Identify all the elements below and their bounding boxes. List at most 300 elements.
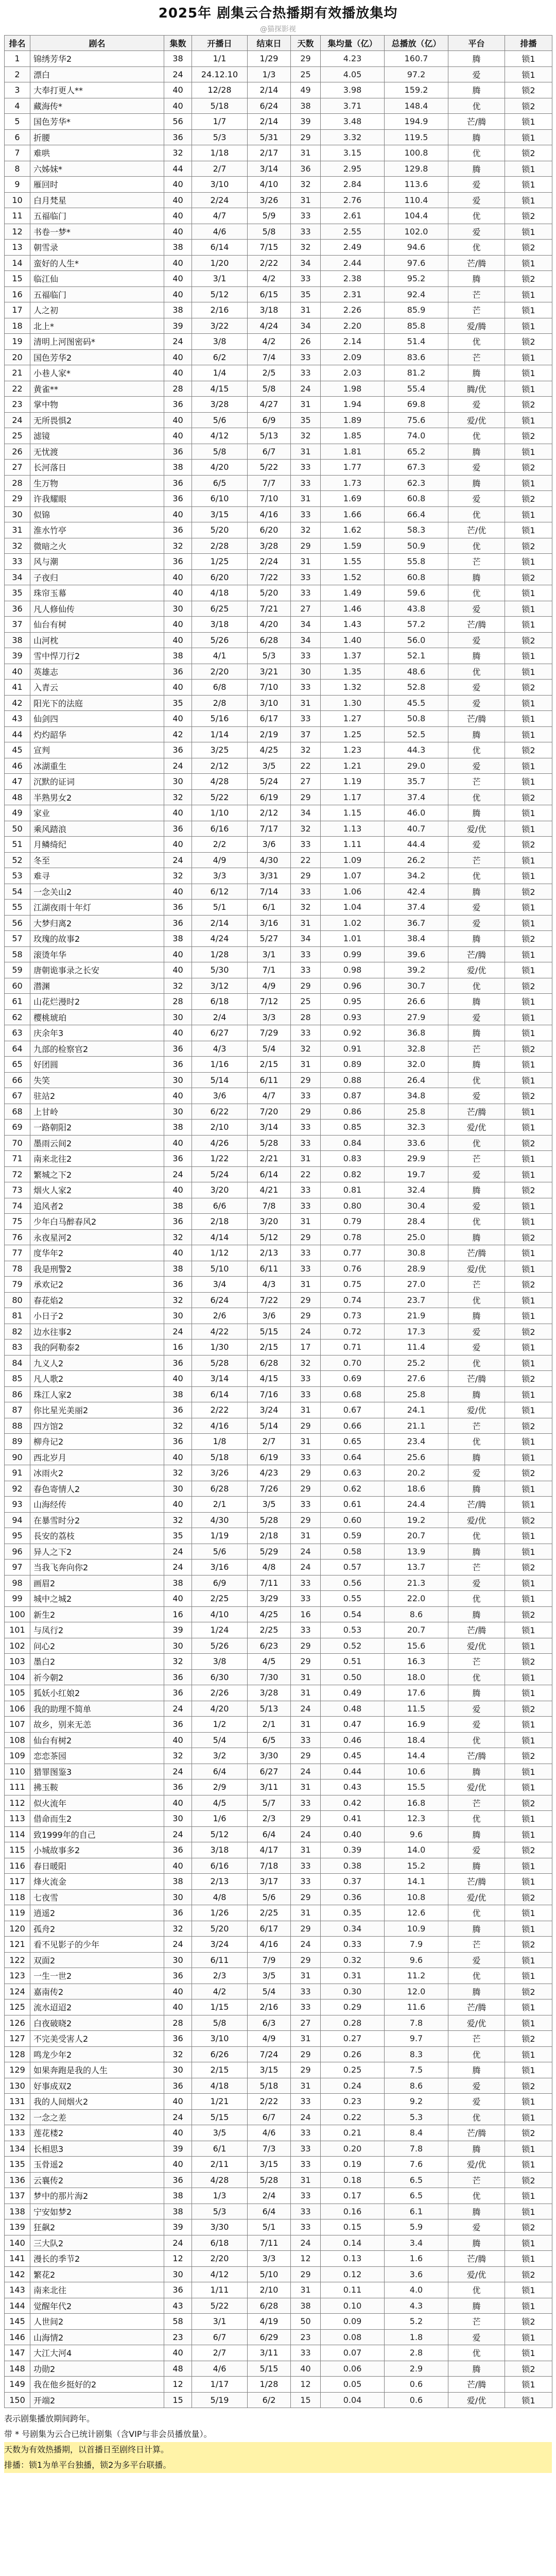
cell-schedule: 锁1: [505, 522, 552, 538]
cell-platform: 腾: [448, 1984, 505, 1999]
cell-total-views: 11.5: [385, 1701, 448, 1717]
cell-schedule: 锁1: [505, 695, 552, 711]
cell-episodes: 32: [164, 1229, 192, 1245]
cell-total-views: 27.6: [385, 1371, 448, 1387]
cell-total-views: 16.8: [385, 1795, 448, 1811]
cell-days: 33: [291, 1261, 321, 1277]
cell-title: 掌中物: [30, 397, 164, 413]
header-episodes: 集数: [164, 36, 192, 51]
cell-rank: 90: [5, 1449, 30, 1465]
cell-platform: 优: [448, 1355, 505, 1371]
cell-total-views: 7.8: [385, 2141, 448, 2157]
cell-end-date: 6/28: [248, 1355, 291, 1371]
cell-schedule: 锁1: [505, 506, 552, 522]
table-row: [5, 946, 552, 962]
cell-start-date: 6/14: [192, 1386, 248, 1402]
cell-total-views: 81.2: [385, 365, 448, 381]
cell-title: 少年白马醉春风2: [30, 1214, 164, 1230]
cell-schedule: 锁1: [505, 66, 552, 82]
cell-platform: 芒: [448, 1041, 505, 1057]
cell-episodes: 24: [164, 2109, 192, 2125]
cell-avg-views: 0.72: [321, 1324, 385, 1340]
cell-days: 33: [291, 1245, 321, 1261]
cell-start-date: 1/18: [192, 145, 248, 161]
footnote-line: 天数为有效热播期，以首播日至剧终日计算。: [4, 2442, 552, 2458]
cell-end-date: 4/30: [248, 852, 291, 868]
cell-start-date: 2/20: [192, 2251, 248, 2267]
table-row: [5, 491, 552, 507]
cell-title: 大奉打更人**: [30, 82, 164, 98]
cell-episodes: 40: [164, 1999, 192, 2015]
cell-title: 莲花楼2: [30, 2125, 164, 2141]
cell-total-views: 5.9: [385, 2219, 448, 2235]
cell-avg-views: 0.31: [321, 1968, 385, 1984]
cell-episodes: 56: [164, 114, 192, 130]
cell-episodes: 36: [164, 522, 192, 538]
cell-start-date: 6/10: [192, 491, 248, 507]
cell-days: 31: [291, 2031, 321, 2047]
cell-total-views: 19.7: [385, 1166, 448, 1182]
table-row: [5, 1575, 552, 1591]
cell-end-date: 5/14: [248, 1418, 291, 1434]
cell-rank: 122: [5, 1952, 30, 1968]
cell-avg-views: 0.10: [321, 2298, 385, 2314]
cell-start-date: 1/17: [192, 2377, 248, 2393]
cell-total-views: 5.2: [385, 2314, 448, 2330]
cell-avg-views: 0.34: [321, 1921, 385, 1937]
cell-episodes: 32: [164, 145, 192, 161]
cell-rank: 114: [5, 1826, 30, 1842]
cell-title: 问心2: [30, 1638, 164, 1654]
cell-title: 潜渊: [30, 978, 164, 994]
cell-schedule: 锁1: [505, 664, 552, 680]
cell-title: 无所畏惧2: [30, 412, 164, 428]
cell-title: 樱桃琥珀: [30, 1009, 164, 1025]
cell-title: 承欢记2: [30, 1277, 164, 1293]
cell-episodes: 15: [164, 2392, 192, 2408]
cell-avg-views: 0.56: [321, 1575, 385, 1591]
cell-title: 白夜破晓2: [30, 2015, 164, 2031]
cell-days: 15: [291, 2392, 321, 2408]
cell-platform: 芒: [448, 1654, 505, 1670]
cell-title: 无忧渡: [30, 444, 164, 460]
cell-platform: 爱: [448, 1842, 505, 1858]
cell-avg-views: 1.37: [321, 648, 385, 664]
cell-episodes: 40: [164, 1497, 192, 1513]
cell-total-views: 14.1: [385, 1874, 448, 1890]
cell-total-views: 56.0: [385, 632, 448, 648]
cell-title: 大江大河4: [30, 2345, 164, 2361]
cell-schedule: 锁1: [505, 2282, 552, 2298]
cell-total-views: 20.7: [385, 1528, 448, 1544]
cell-rank: 150: [5, 2392, 30, 2408]
cell-episodes: 38: [164, 2188, 192, 2204]
cell-total-views: 36.8: [385, 1025, 448, 1041]
cell-platform: 腾: [448, 1182, 505, 1198]
cell-end-date: 3/1: [248, 946, 291, 962]
cell-episodes: 24: [164, 1764, 192, 1780]
table-row: [5, 2078, 552, 2094]
cell-start-date: 5/15: [192, 2109, 248, 2125]
cell-platform: 爱: [448, 1324, 505, 1340]
cell-schedule: 锁1: [505, 915, 552, 931]
cell-avg-views: 0.19: [321, 2157, 385, 2173]
cell-avg-views: 3.48: [321, 114, 385, 130]
cell-avg-views: 0.59: [321, 1528, 385, 1544]
cell-start-date: 3/25: [192, 742, 248, 758]
cell-end-date: 3/31: [248, 868, 291, 884]
cell-episodes: 40: [164, 2094, 192, 2110]
cell-total-views: 42.4: [385, 884, 448, 900]
cell-total-views: 94.6: [385, 240, 448, 256]
cell-schedule: 锁1: [505, 585, 552, 601]
cell-rank: 95: [5, 1528, 30, 1544]
cell-start-date: 2/11: [192, 2157, 248, 2173]
cell-title: 生万物: [30, 475, 164, 491]
cell-schedule: 锁2: [505, 1842, 552, 1858]
cell-days: 27: [291, 774, 321, 790]
cell-rank: 32: [5, 538, 30, 554]
cell-avg-views: 0.80: [321, 1198, 385, 1214]
cell-platform: 腾: [448, 2361, 505, 2377]
cell-title: 你比星光美丽2: [30, 1402, 164, 1418]
cell-days: 35: [291, 286, 321, 302]
cell-rank: 94: [5, 1512, 30, 1528]
table-row: [5, 1701, 552, 1717]
table-row: [5, 98, 552, 114]
cell-end-date: 2/15: [248, 1340, 291, 1355]
cell-schedule: 锁1: [505, 318, 552, 334]
cell-start-date: 3/3: [192, 868, 248, 884]
table-row: [5, 852, 552, 868]
cell-avg-views: 0.06: [321, 2361, 385, 2377]
cell-total-views: 12.0: [385, 1984, 448, 1999]
cell-total-views: 29.9: [385, 1151, 448, 1167]
cell-rank: 128: [5, 2046, 30, 2062]
cell-episodes: 38: [164, 1261, 192, 1277]
cell-total-views: 9.2: [385, 2094, 448, 2110]
cell-schedule: 锁2: [505, 2361, 552, 2377]
cell-end-date: 2/13: [248, 1245, 291, 1261]
cell-start-date: 4/20: [192, 460, 248, 476]
cell-start-date: 6/1: [192, 2141, 248, 2157]
cell-end-date: 3/11: [248, 1780, 291, 1795]
cell-platform: 优: [448, 208, 505, 224]
cell-days: 32: [291, 177, 321, 193]
cell-start-date: 3/30: [192, 2219, 248, 2235]
cell-rank: 52: [5, 852, 30, 868]
cell-avg-views: 0.30: [321, 1984, 385, 1999]
cell-title: 如果奔跑是我的人生: [30, 2062, 164, 2078]
cell-title: 难哄: [30, 145, 164, 161]
cell-days: 31: [291, 2078, 321, 2094]
cell-avg-views: 2.44: [321, 255, 385, 271]
cell-avg-views: 0.13: [321, 2251, 385, 2267]
cell-schedule: 锁2: [505, 491, 552, 507]
cell-total-views: 8.6: [385, 1606, 448, 1622]
cell-platform: 芒: [448, 554, 505, 570]
cell-episodes: 36: [164, 1057, 192, 1073]
table-row: [5, 1198, 552, 1214]
cell-end-date: 7/30: [248, 1669, 291, 1685]
cell-schedule: 锁2: [505, 569, 552, 585]
cell-schedule: 锁2: [505, 742, 552, 758]
cell-episodes: 39: [164, 2219, 192, 2235]
cell-end-date: 6/11: [248, 1072, 291, 1088]
cell-avg-views: 0.83: [321, 1151, 385, 1167]
cell-platform: 爱: [448, 1575, 505, 1591]
cell-avg-views: 0.15: [321, 2219, 385, 2235]
table-row: [5, 1340, 552, 1355]
table-row: [5, 1449, 552, 1465]
cell-episodes: 30: [164, 1811, 192, 1827]
cell-schedule: 锁1: [505, 1120, 552, 1136]
cell-end-date: 7/22: [248, 569, 291, 585]
cell-rank: 141: [5, 2251, 30, 2267]
cell-episodes: 36: [164, 1214, 192, 1230]
cell-platform: 优: [448, 1669, 505, 1685]
cell-title: 黄雀**: [30, 381, 164, 397]
cell-schedule: 锁1: [505, 161, 552, 177]
table-row: [5, 1371, 552, 1387]
cell-total-views: 25.8: [385, 1386, 448, 1402]
cell-schedule: 锁2: [505, 2125, 552, 2141]
cell-episodes: 40: [164, 1449, 192, 1465]
cell-rank: 42: [5, 695, 30, 711]
cell-schedule: 锁1: [505, 601, 552, 617]
cell-platform: 爱: [448, 900, 505, 916]
cell-episodes: 36: [164, 1905, 192, 1921]
cell-platform: 爱: [448, 192, 505, 208]
cell-start-date: 2/10: [192, 1120, 248, 1136]
cell-rank: 146: [5, 2329, 30, 2345]
cell-avg-views: 4.05: [321, 66, 385, 82]
cell-schedule: 锁1: [505, 1497, 552, 1513]
cell-title: 灼灼韶华: [30, 726, 164, 742]
cell-platform: 芒: [448, 302, 505, 318]
cell-platform: 腾: [448, 444, 505, 460]
cell-end-date: 3/3: [248, 1009, 291, 1025]
cell-start-date: 5/6: [192, 1544, 248, 1560]
cell-schedule: 锁1: [505, 1355, 552, 1371]
cell-days: 33: [291, 648, 321, 664]
cell-total-views: 17.3: [385, 1324, 448, 1340]
table-row: [5, 381, 552, 397]
cell-avg-views: 0.53: [321, 1622, 385, 1638]
table-row: [5, 2157, 552, 2173]
cell-days: 24: [291, 381, 321, 397]
cell-days: 33: [291, 569, 321, 585]
cell-rank: 132: [5, 2109, 30, 2125]
table-row: [5, 51, 552, 67]
cell-schedule: 锁1: [505, 1999, 552, 2015]
cell-episodes: 32: [164, 789, 192, 805]
cell-avg-views: 0.28: [321, 2015, 385, 2031]
cell-end-date: 2/4: [248, 2188, 291, 2204]
cell-schedule: 锁1: [505, 1151, 552, 1167]
cell-total-views: 36.7: [385, 915, 448, 931]
cell-title: 烽火流金: [30, 1874, 164, 1890]
cell-platform: 优: [448, 1528, 505, 1544]
cell-episodes: 40: [164, 617, 192, 633]
cell-platform: 优: [448, 1905, 505, 1921]
cell-days: 24: [291, 1324, 321, 1340]
cell-schedule: 锁2: [505, 428, 552, 444]
table-row: [5, 978, 552, 994]
cell-platform: 爱/腾: [448, 318, 505, 334]
cell-episodes: 36: [164, 1402, 192, 1418]
cell-total-views: 32.8: [385, 1041, 448, 1057]
cell-days: 40: [291, 2361, 321, 2377]
table-row: [5, 1402, 552, 1418]
cell-avg-views: 0.37: [321, 1874, 385, 1890]
cell-episodes: 40: [164, 1984, 192, 1999]
cell-total-views: 58.3: [385, 522, 448, 538]
cell-total-views: 18.6: [385, 1481, 448, 1497]
cell-title: 宣判: [30, 742, 164, 758]
cell-schedule: 锁1: [505, 2046, 552, 2062]
cell-title: 烟火人家2: [30, 1182, 164, 1198]
cell-days: 33: [291, 2094, 321, 2110]
cell-platform: 爱: [448, 1198, 505, 1214]
cell-total-views: 34.2: [385, 868, 448, 884]
cell-avg-views: 1.02: [321, 915, 385, 931]
cell-platform: 爱/优: [448, 412, 505, 428]
cell-platform: 优: [448, 2282, 505, 2298]
cell-end-date: 7/29: [248, 1025, 291, 1041]
cell-rank: 143: [5, 2282, 30, 2298]
cell-rank: 149: [5, 2377, 30, 2393]
cell-days: 31: [291, 1151, 321, 1167]
cell-start-date: 5/8: [192, 2015, 248, 2031]
cell-platform: 爱: [448, 680, 505, 696]
cell-episodes: 36: [164, 1434, 192, 1450]
cell-rank: 64: [5, 1041, 30, 1057]
cell-title: 折腰: [30, 129, 164, 145]
cell-episodes: 39: [164, 1622, 192, 1638]
cell-total-views: 25.8: [385, 1104, 448, 1120]
cell-episodes: 16: [164, 1606, 192, 1622]
cell-total-views: 59.6: [385, 585, 448, 601]
cell-title: 五福临门: [30, 286, 164, 302]
cell-days: 31: [291, 444, 321, 460]
cell-schedule: 锁1: [505, 900, 552, 916]
cell-platform: 爱/优: [448, 2015, 505, 2031]
cell-total-views: 10.9: [385, 1921, 448, 1937]
cell-episodes: 30: [164, 601, 192, 617]
cell-rank: 34: [5, 569, 30, 585]
cell-days: 33: [291, 1198, 321, 1214]
cell-start-date: 6/4: [192, 1764, 248, 1780]
cell-start-date: 5/3: [192, 129, 248, 145]
cell-days: 31: [291, 145, 321, 161]
cell-start-date: 4/8: [192, 1889, 248, 1905]
cell-end-date: 4/3: [248, 1277, 291, 1293]
header-start-date: 开播日: [192, 36, 248, 51]
cell-days: 24: [291, 1826, 321, 1842]
table-row: [5, 711, 552, 727]
cell-days: 33: [291, 460, 321, 476]
cell-rank: 70: [5, 1135, 30, 1151]
cell-start-date: 1/22: [192, 1151, 248, 1167]
cell-schedule: 锁2: [505, 978, 552, 994]
cell-title: 蛮好的人生*: [30, 255, 164, 271]
cell-start-date: 1/2: [192, 1717, 248, 1733]
cell-schedule: 锁1: [505, 1025, 552, 1041]
cell-rank: 39: [5, 648, 30, 664]
cell-schedule: 锁1: [505, 946, 552, 962]
table-row: [5, 412, 552, 428]
table-row: [5, 208, 552, 224]
cell-schedule: 锁1: [505, 962, 552, 978]
cell-days: 29: [291, 1952, 321, 1968]
cell-schedule: 锁2: [505, 397, 552, 413]
cell-end-date: 2/3: [248, 1811, 291, 1827]
table-row: [5, 994, 552, 1010]
cell-episodes: 32: [164, 1748, 192, 1764]
cell-title: 藏海传*: [30, 98, 164, 114]
cell-schedule: 锁1: [505, 852, 552, 868]
cell-start-date: 3/8: [192, 1654, 248, 1670]
footnote-line: 带 * 号剧集为云合已统计剧集（含VIP与非会员播放量）。: [4, 2429, 212, 2439]
cell-schedule: 锁1: [505, 2345, 552, 2361]
cell-avg-views: 0.17: [321, 2188, 385, 2204]
cell-schedule: 锁1: [505, 2204, 552, 2219]
cell-rank: 101: [5, 1622, 30, 1638]
table-row: [5, 2282, 552, 2298]
cell-schedule: 锁2: [505, 271, 552, 287]
cell-platform: 腾: [448, 1764, 505, 1780]
cell-total-views: 159.2: [385, 82, 448, 98]
cell-episodes: 36: [164, 1277, 192, 1293]
cell-title: 山海情2: [30, 2329, 164, 2345]
cell-avg-views: 0.89: [321, 1057, 385, 1073]
cell-schedule: 锁1: [505, 821, 552, 837]
cell-end-date: 5/28: [248, 1512, 291, 1528]
cell-end-date: 6/7: [248, 2109, 291, 2125]
cell-rank: 12: [5, 224, 30, 240]
cell-avg-views: 0.05: [321, 2377, 385, 2393]
cell-rank: 61: [5, 994, 30, 1010]
table-row: [5, 428, 552, 444]
cell-avg-views: 0.25: [321, 2062, 385, 2078]
cell-avg-views: 0.08: [321, 2329, 385, 2345]
table-row: [5, 2204, 552, 2219]
table-row: [5, 726, 552, 742]
cell-end-date: 7/22: [248, 1292, 291, 1308]
header-total-views: 总播放（亿）: [385, 36, 448, 51]
cell-episodes: 44: [164, 161, 192, 177]
cell-platform: 芒/优: [448, 522, 505, 538]
cell-title: 城中之城2: [30, 1591, 164, 1607]
cell-platform: 爱/优: [448, 2266, 505, 2282]
cell-rank: 62: [5, 1009, 30, 1025]
cell-title: 一念关山2: [30, 884, 164, 900]
cell-rank: 96: [5, 1544, 30, 1560]
cell-total-views: 8.6: [385, 2078, 448, 2094]
cell-start-date: 5/22: [192, 789, 248, 805]
cell-episodes: 40: [164, 711, 192, 727]
cell-total-views: 55.4: [385, 381, 448, 397]
cell-rank: 1: [5, 51, 30, 67]
cell-schedule: 锁1: [505, 129, 552, 145]
cell-rank: 111: [5, 1780, 30, 1795]
cell-rank: 139: [5, 2219, 30, 2235]
cell-start-date: 4/18: [192, 2078, 248, 2094]
cell-rank: 127: [5, 2031, 30, 2047]
cell-schedule: 锁2: [505, 240, 552, 256]
cell-days: 28: [291, 1009, 321, 1025]
